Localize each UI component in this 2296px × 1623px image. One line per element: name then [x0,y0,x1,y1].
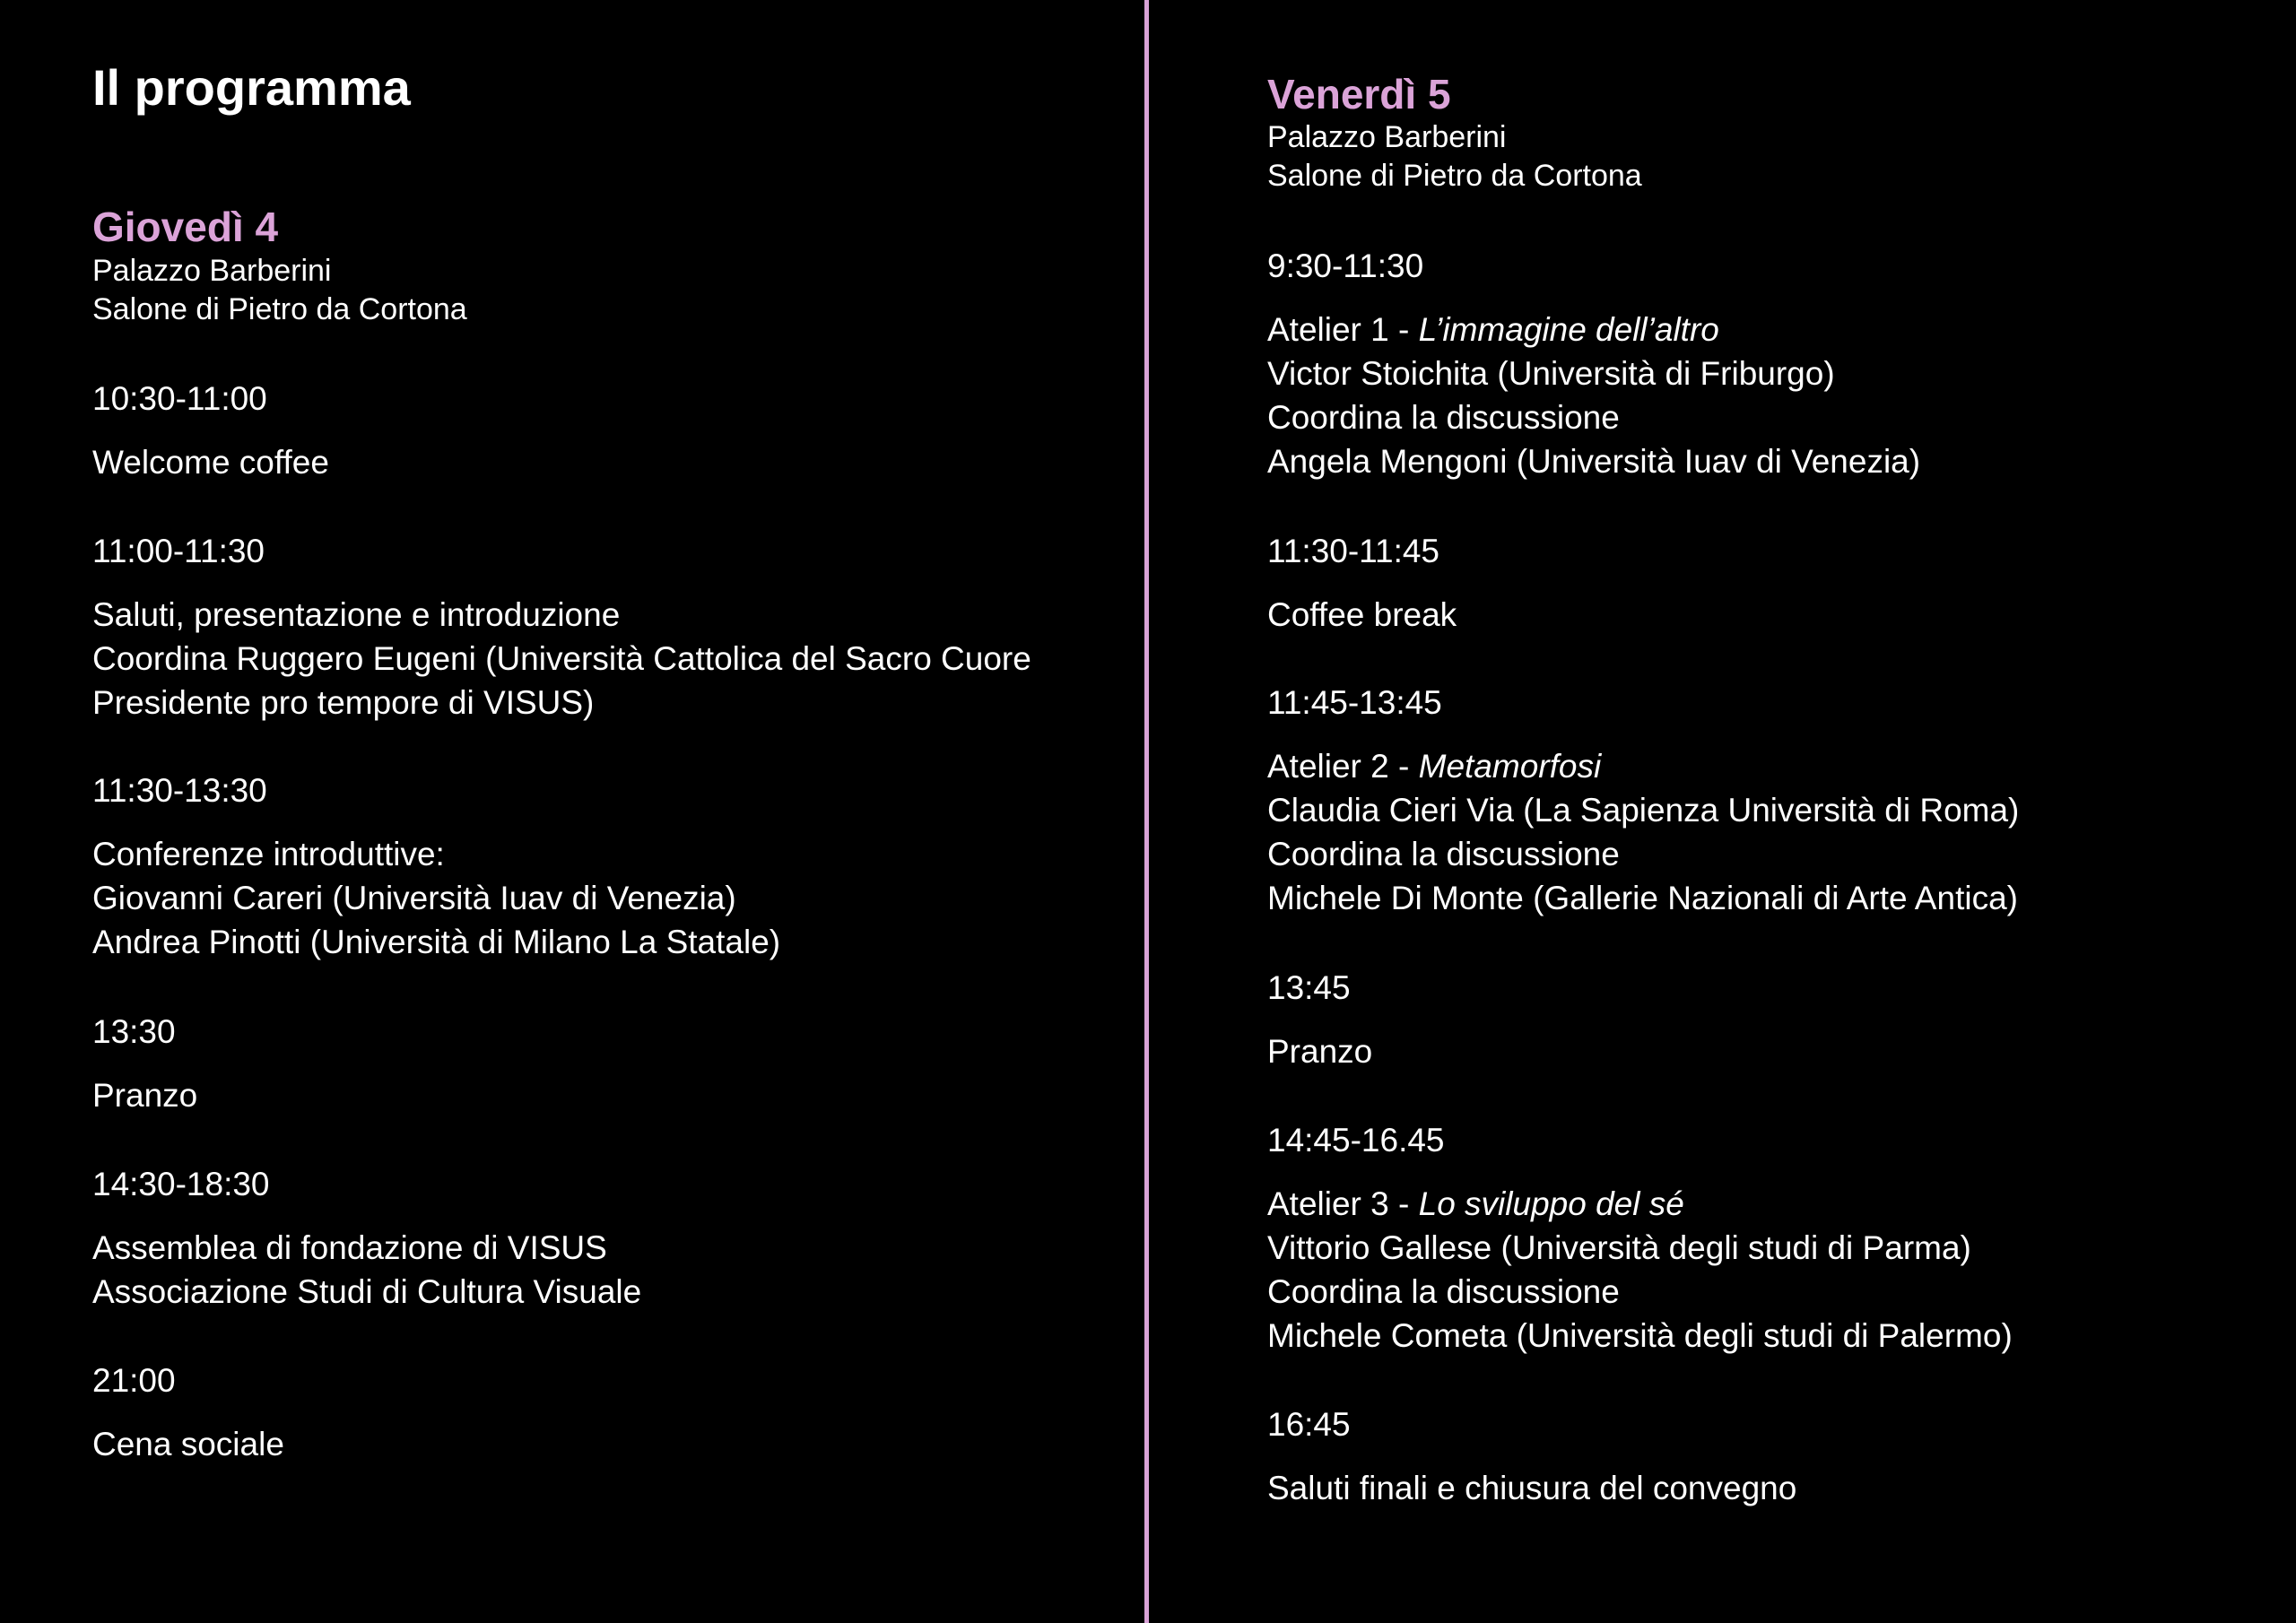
entry-description [92,1226,641,1314]
day-title: Venerdì 5 [1267,71,1451,117]
atelier-title-line [1267,744,2019,788]
entry-description [1267,308,1920,483]
atelier-theme: L’immagine dell’altro [1418,311,1719,348]
entry-time: 11:30-11:45 [1267,533,1440,569]
schedule-entry [1267,1408,1796,1510]
description-line: Coffee break [1267,596,1457,633]
schedule-entry [92,1167,641,1314]
schedule-entry [1267,971,1372,1073]
venue-line: Palazzo Barberini [92,254,332,288]
schedule-entry [1267,534,1457,637]
page-title: Il programma [92,59,411,116]
schedule-entry [1267,1124,2013,1358]
entry-description [92,1073,197,1117]
venue [92,252,467,329]
schedule-entry [92,1015,197,1117]
schedule-entry [92,774,780,964]
description-line: Victor Stoichita (Università di Friburgo) [1267,355,1835,392]
venue-line: Salone di Pietro da Cortona [1267,159,1642,193]
entry-description [92,832,780,964]
schedule-entry [92,382,329,484]
entry-time: 21:00 [92,1362,176,1399]
entry-description [92,593,1031,725]
entry-time: 13:45 [1267,969,1351,1006]
atelier-theme: Metamorfosi [1418,748,1602,785]
entry-time: 13:30 [92,1013,176,1050]
atelier-label: Atelier 2 - [1267,748,1419,785]
description-line: Coordina la discussione [1267,399,1620,436]
description-line: Angela Mengoni (Università Iuav di Venezia) [1267,443,1921,480]
atelier-label: Atelier 1 - [1267,311,1419,348]
venue-line: Palazzo Barberini [1267,120,1507,154]
venue-line: Salone di Pietro da Cortona [92,292,467,326]
entry-description [1267,1466,1796,1510]
column-divider [1144,0,1149,1623]
description-line: Michele Di Monte (Gallerie Nazionali di Arte Antica) [1267,880,2018,916]
entry-description [92,1422,284,1466]
entry-time: 11:45-13:45 [1267,684,1442,721]
schedule-entry [92,534,1031,725]
schedule-entry [1267,686,2019,920]
entry-time: 10:30-11:00 [92,380,267,417]
description-line: Coordina Ruggero Eugeni (Università Cattolica del Sacro Cuore [92,640,1031,677]
description-line: Presidente pro tempore di VISUS) [92,684,595,721]
description-line: Claudia Cieri Via (La Sapienza Università di Roma) [1267,792,2020,829]
entry-time: 11:30-13:30 [92,772,267,809]
entry-time: 16:45 [1267,1406,1351,1443]
description-line: Pranzo [1267,1033,1373,1070]
description-line: Coordina la discussione [1267,1273,1620,1310]
description-line: Saluti, presentazione e introduzione [92,596,621,633]
description-line: Coordina la discussione [1267,836,1620,872]
venue [1267,118,1642,195]
schedule-entry [92,1364,284,1466]
description-line: Cena sociale [92,1426,284,1462]
description-line: Assemblea di fondazione di VISUS [92,1229,607,1266]
description-line: Vittorio Gallese (Università degli studi di Parma) [1267,1229,1971,1266]
description-line: Saluti finali e chiusura del convegno [1267,1470,1797,1506]
description-line: Conferenze introduttive: [92,836,445,872]
entry-description [1267,1182,2013,1358]
description-line: Pranzo [92,1077,198,1114]
atelier-title-line [1267,1182,2013,1226]
entry-time: 9:30-11:30 [1267,247,1424,284]
entry-description [1267,744,2019,920]
entry-time: 14:45-16.45 [1267,1122,1445,1159]
entry-time: 11:00-11:30 [92,533,265,569]
schedule-entry [1267,249,1920,483]
description-line: Michele Cometa (Università degli studi di Palermo) [1267,1317,2013,1354]
entry-time: 14:30-18:30 [92,1166,270,1202]
description-line: Andrea Pinotti (Università di Milano La Statale) [92,924,781,960]
entry-description [1267,593,1457,637]
entry-description [92,440,329,484]
description-line: Associazione Studi di Cultura Visuale [92,1273,642,1310]
atelier-label: Atelier 3 - [1267,1185,1419,1222]
description-line: Giovanni Careri (Università Iuav di Venezia) [92,880,736,916]
atelier-theme: Lo sviluppo del sé [1418,1185,1684,1222]
entry-description [1267,1029,1372,1073]
atelier-title-line [1267,308,1920,352]
description-line: Welcome coffee [92,444,329,481]
day-title: Giovedì 4 [92,204,279,250]
